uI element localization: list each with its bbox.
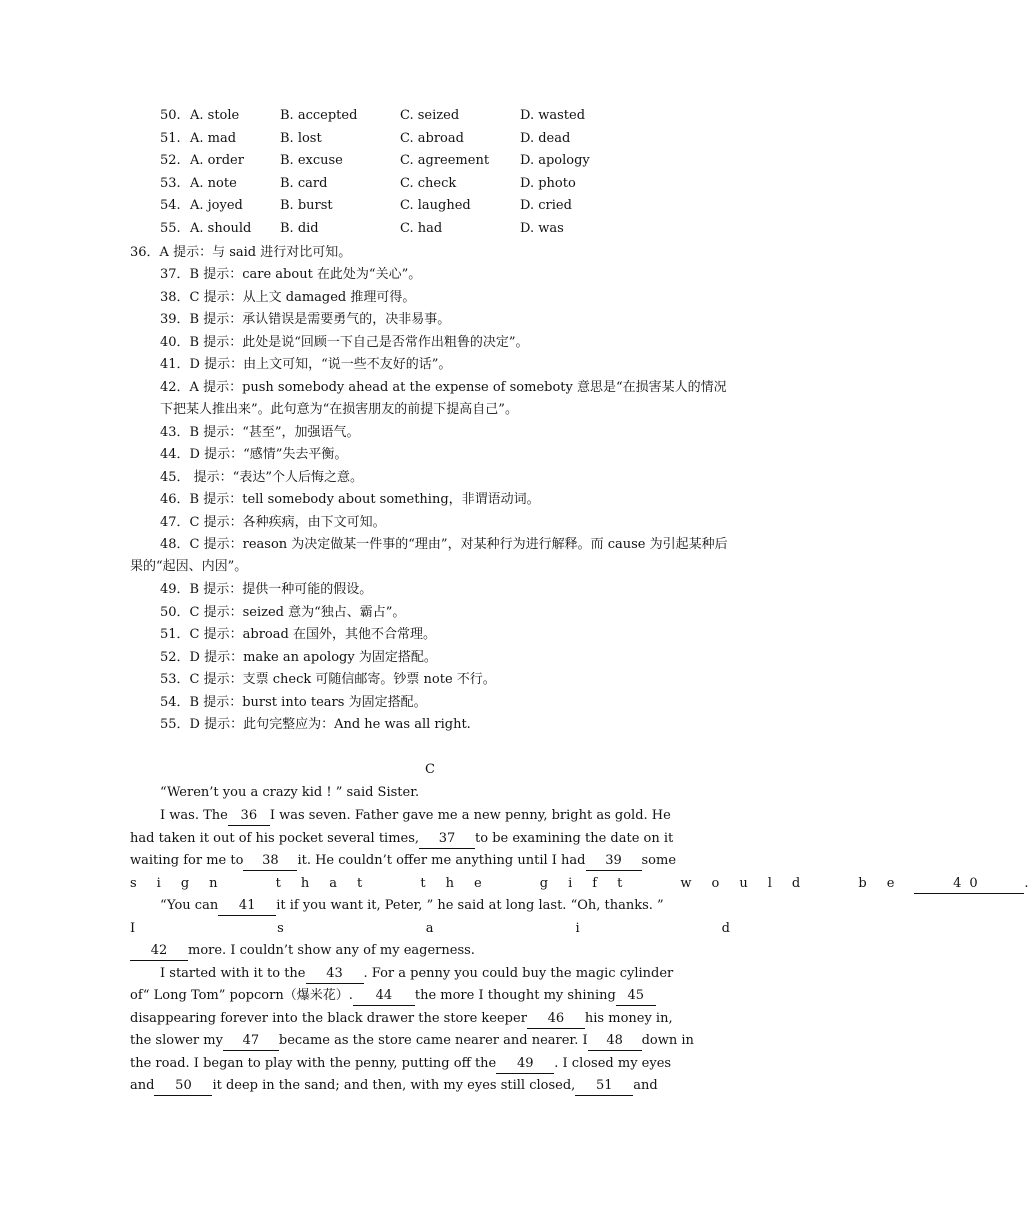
blank-50[interactable]: 50 xyxy=(154,1077,212,1096)
blank-46[interactable]: 46 xyxy=(527,1010,585,1029)
option-a: A. order xyxy=(190,153,244,168)
passage-text: . I closed my eyes xyxy=(554,1056,672,1071)
section-title: C xyxy=(425,762,435,777)
period-mark: . xyxy=(1024,876,1029,891)
option-b: B. did xyxy=(280,221,319,236)
question-number: 51. xyxy=(160,131,181,146)
question-number: 53. xyxy=(160,176,181,191)
passage-paragraph: “Weren’t you a crazy kid ! ” said Sister. xyxy=(160,785,420,800)
answer-line: 38．C 提示：从上文 damaged 推理可得。 xyxy=(160,290,416,305)
passage-text: more. I couldn’t show any of my eagerness. xyxy=(188,943,475,958)
blank-40[interactable]: 40 xyxy=(914,875,1024,894)
option-c: C. agreement xyxy=(400,153,490,168)
answer-line: 47．C 提示：各种疾病，由下文可知。 xyxy=(160,515,386,530)
answer-line: 40．B 提示：此处是说“回顾一下自己是否常作出粗鲁的决定”。 xyxy=(160,335,529,350)
passage-text: I was. The xyxy=(160,808,228,823)
answer-line: 44．D 提示：“感情”失去平衡。 xyxy=(160,447,348,462)
passage-text: it. He couldn’t offer me anything until I had xyxy=(297,853,586,868)
blank-38[interactable]: 38 xyxy=(243,852,297,871)
passage-line xyxy=(130,985,730,1008)
option-c: C. laughed xyxy=(400,198,471,213)
passage-line xyxy=(130,805,730,828)
option-d: D. wasted xyxy=(520,108,586,123)
question-number: 55. xyxy=(160,221,181,236)
question-number: 54. xyxy=(160,198,181,213)
blank-47[interactable]: 47 xyxy=(223,1032,279,1051)
passage-text: the slower my xyxy=(130,1033,223,1048)
passage-text: sign that the gift would be xyxy=(130,876,915,891)
passage-text: it deep in the sand; and then, with my eyes still closed, xyxy=(212,1078,576,1093)
blank-41[interactable]: 41 xyxy=(218,897,276,916)
passage-text: and xyxy=(130,1078,155,1093)
option-d: D. photo xyxy=(520,176,576,191)
answer-line: 49．B 提示：提供一种可能的假设。 xyxy=(160,582,373,597)
answer-line: 43．B 提示：“甚至”，加强语气。 xyxy=(160,425,360,440)
answer-line: 55．D 提示：此句完整应为：And he was all right. xyxy=(160,717,471,732)
blank-48[interactable]: 48 xyxy=(588,1032,642,1051)
answer-line: 48．C 提示：reason 为决定做某一件事的“理由”，对某种行为进行解释。而 cause 为引起某种后果的“起因、内因”。 xyxy=(130,537,728,574)
passage-text: “You can xyxy=(160,898,219,913)
answer-line: 53．C 提示：支票 check 可随信邮寄。钞票 note 不行。 xyxy=(160,672,496,687)
blank-45[interactable]: 45 xyxy=(616,987,656,1006)
option-b: B. burst xyxy=(280,198,333,213)
passage-text: his money in, xyxy=(584,1011,673,1026)
passage-text: down in xyxy=(641,1033,694,1048)
question-number: 52. xyxy=(160,153,181,168)
passage-text: disappearing forever into the black drawer the store keeper xyxy=(130,1011,527,1026)
blank-37[interactable]: 37 xyxy=(419,830,475,849)
option-a: A. should xyxy=(190,221,252,236)
blank-42[interactable]: 42 xyxy=(130,942,188,961)
answer-line: 46．B 提示：tell somebody about something，非谓语动词。 xyxy=(160,492,540,507)
passage-line xyxy=(130,895,730,918)
answer-line: 52．D 提示：make an apology 为固定搭配。 xyxy=(160,650,437,665)
passage-text: waiting for me to xyxy=(130,853,244,868)
passage-line xyxy=(130,1008,730,1031)
passage-text: it if you want it, Peter, ” he said at long last. “Oh, thanks. ” xyxy=(276,898,664,913)
passage-text: . For a penny you could buy the magic cylinder xyxy=(363,966,674,981)
passage-text: the road. I began to play with the penny, putting off the xyxy=(130,1056,497,1071)
blank-43[interactable]: 43 xyxy=(306,965,364,984)
answer-line: 45． 提示：“表达”个人后悔之意。 xyxy=(160,470,363,485)
passage-text: I s a i d xyxy=(130,921,730,936)
passage-line xyxy=(130,963,730,986)
option-a: A. mad xyxy=(190,131,237,146)
passage-text: to be examining the date on it xyxy=(475,831,674,846)
option-a: A. joyed xyxy=(190,198,243,213)
passage-text: and xyxy=(633,1078,658,1093)
passage-line xyxy=(130,828,730,851)
passage-text: some xyxy=(641,853,677,868)
blank-36[interactable]: 36 xyxy=(228,807,270,826)
passage-text: had taken it out of his pocket several times, xyxy=(130,831,420,846)
answer-line: 41．D 提示：由上文可知，“说一些不友好的话”。 xyxy=(160,357,452,372)
blank-44[interactable]: 44 xyxy=(353,987,415,1006)
answer-line: 42．A 提示：push somebody ahead at the expense of someboty 意思是“在损害某人的情况下把某人推出来”。此句意为“在损害朋友的前提下提高自己”。 xyxy=(160,380,727,417)
passage-line xyxy=(130,918,730,941)
option-a: A. note xyxy=(190,176,237,191)
answer-line: 54．B 提示：burst into tears 为固定搭配。 xyxy=(160,695,427,710)
option-c: C. seized xyxy=(400,108,460,123)
option-b: B. lost xyxy=(280,131,322,146)
passage-line xyxy=(130,940,730,963)
option-b: B. accepted xyxy=(280,108,358,123)
option-d: D. was xyxy=(520,221,564,236)
passage-line xyxy=(130,873,1029,896)
question-number: 50. xyxy=(160,108,181,123)
blank-49[interactable]: 49 xyxy=(496,1055,554,1074)
option-c: C. abroad xyxy=(400,131,464,146)
passage-text: of“ Long Tom” popcorn（爆米花）. xyxy=(130,988,353,1003)
answer-line: 51．C 提示：abroad 在国外，其他不合常理。 xyxy=(160,627,436,642)
passage-line xyxy=(130,1030,730,1053)
passage-line xyxy=(130,1053,730,1076)
option-b: B. excuse xyxy=(280,153,343,168)
passage-text: became as the store came nearer and nearer. I xyxy=(278,1033,588,1048)
blank-51[interactable]: 51 xyxy=(575,1077,633,1096)
passage-line xyxy=(130,1075,730,1098)
answer-line: 50．C 提示：seized 意为“独占、霸占”。 xyxy=(160,605,406,620)
answer-line: 36．A 提示：与 said 进行对比可知。 xyxy=(130,245,352,260)
blank-39[interactable]: 39 xyxy=(586,852,642,871)
option-a: A. stole xyxy=(190,108,240,123)
answer-line: 39．B 提示：承认错误是需要勇气的，决非易事。 xyxy=(160,312,451,327)
passage-text: I started with it to the xyxy=(160,966,306,981)
option-d: D. cried xyxy=(520,198,572,213)
passage-text: the more I thought my shining xyxy=(414,988,616,1003)
option-d: D. apology xyxy=(520,153,590,168)
option-d: D. dead xyxy=(520,131,571,146)
option-c: C. check xyxy=(400,176,457,191)
answer-line: 37．B 提示：care about 在此处为“关心”。 xyxy=(160,267,422,282)
option-c: C. had xyxy=(400,221,443,236)
option-b: B. card xyxy=(280,176,328,191)
passage-text: I was seven. Father gave me a new penny, bright as gold. He xyxy=(269,808,671,823)
passage-line xyxy=(130,850,730,873)
